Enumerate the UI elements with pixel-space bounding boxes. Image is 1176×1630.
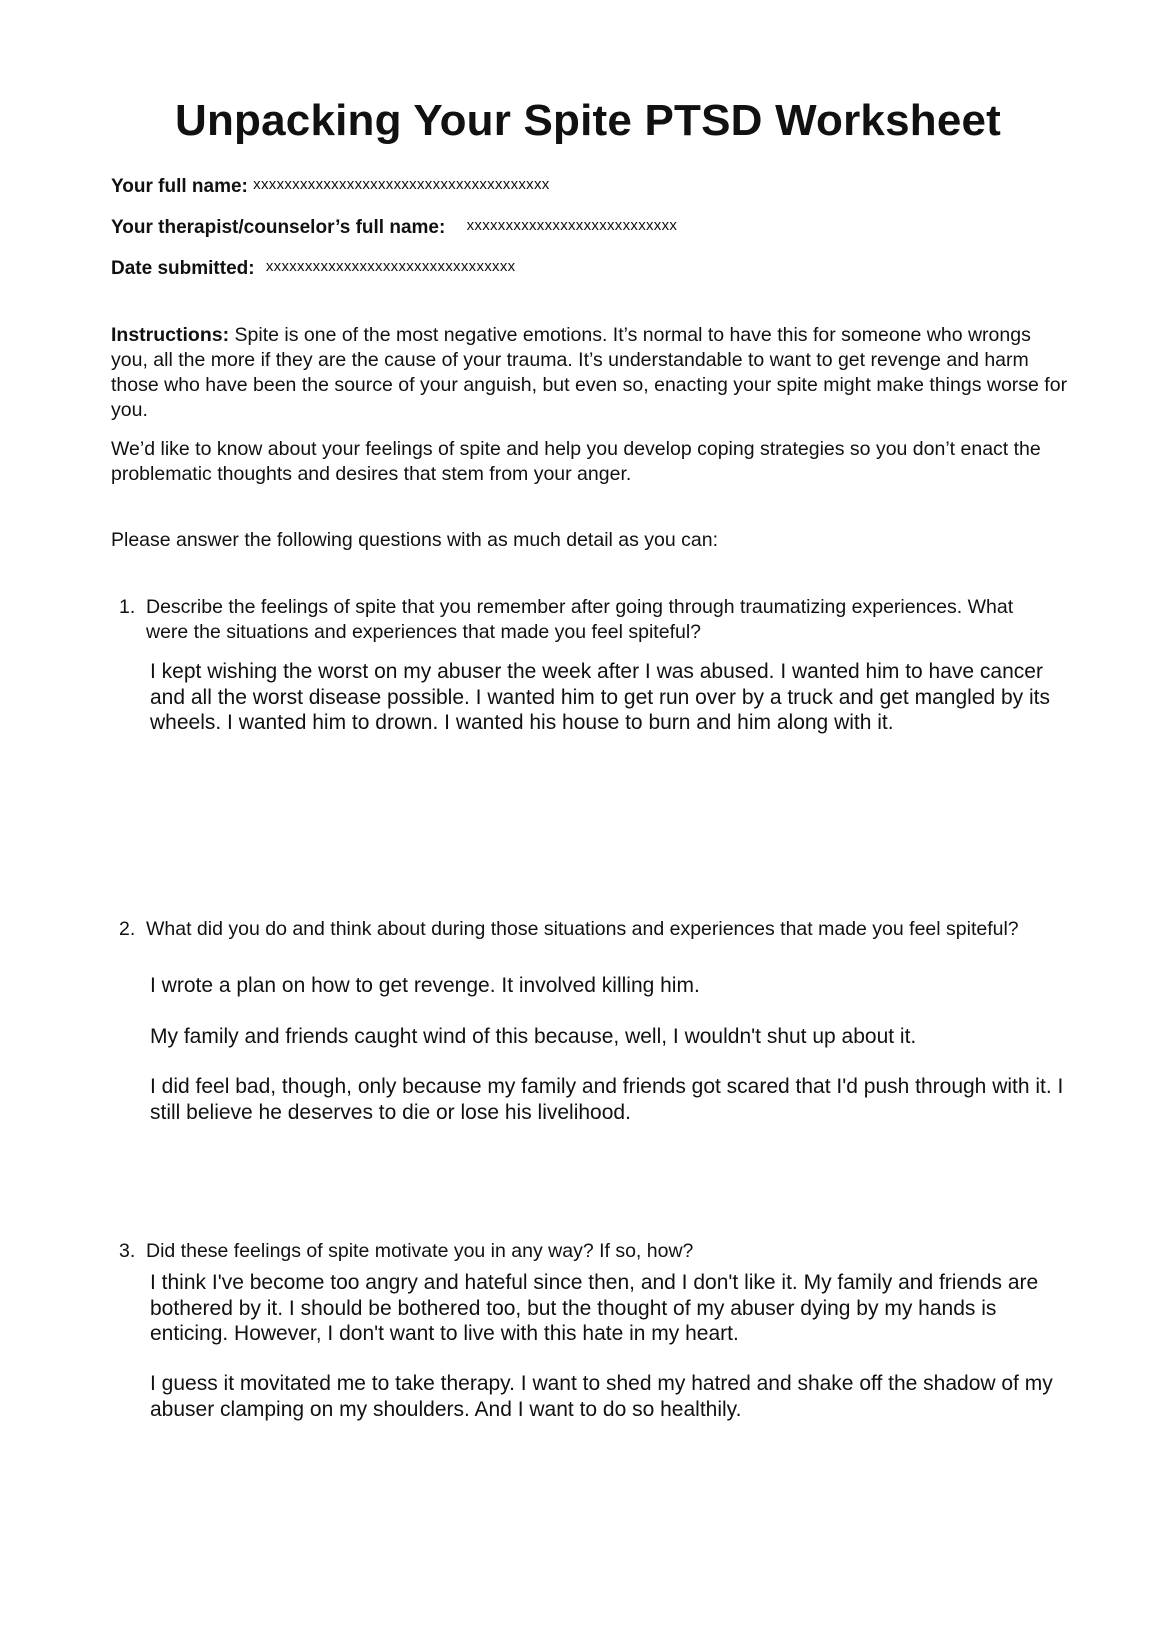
instructions-label: Instructions:: [111, 324, 230, 346]
question-3-number: 3.: [119, 1240, 136, 1262]
therapist-name-label: Your therapist/counselor’s full name:: [111, 217, 446, 238]
instructions-paragraph: [111, 323, 1071, 423]
answer-prompt: Please answer the following questions with as much detail as you can:: [111, 529, 719, 551]
question-3-text: Did these feelings of spite motivate you in any way? If so, how?: [146, 1240, 694, 1262]
instructions-text: Spite is one of the most negative emotions. It’s normal to have this for someone who wrongs you, all the more if they are the cause of your trauma. It’s understandable to want to get revenge and harm those who have been the source of your anguish, but even so, enacting your spite might make things worse for you.: [111, 324, 1068, 421]
date-submitted-field: [111, 258, 515, 280]
answer-1: I kept wishing the worst on my abuser the week after I was abused. I wanted him to have cancer and all the worst disease possible. I wanted him to get run over by a truck and get mangled by its wheels. I wanted him to drown. I wanted his house to burn and him along with it.: [150, 660, 1050, 734]
question-2-number: 2.: [119, 918, 136, 940]
therapist-name-field: [111, 217, 677, 239]
answer-2-paragraph-1: I wrote a plan on how to get revenge. It involved killing him.: [150, 974, 700, 997]
therapist-name-value: xxxxxxxxxxxxxxxxxxxxxxxxxxx: [466, 217, 678, 234]
full-name-field: [111, 176, 550, 198]
answer-2-paragraph-3: I did feel bad, though, only because my family and friends got scared that I'd push through with it. I still believe he deserves to die or lose his livelihood.: [150, 1075, 1064, 1124]
date-submitted-value: xxxxxxxxxxxxxxxxxxxxxxxxxxxxxxxx: [265, 258, 516, 275]
answer-3-paragraph-1: I think I've become too angry and hateful since then, and I don't like it. My family and friends are bothered by it. I should be bothered too, but the thought of my abuser dying by my hands is enticing. However, I don't want to live with this hate in my heart.: [150, 1271, 1039, 1345]
answer-3-paragraph-2: I guess it movitated me to take therapy. I want to shed my hatred and shake off the shadow of my abuser clamping on my shoulders. And I want to do so healthily.: [150, 1372, 1053, 1421]
question-1-number: 1.: [119, 596, 136, 618]
full-name-label: Your full name:: [111, 176, 248, 197]
question-2-text: What did you do and think about during those situations and experiences that made you feel spiteful?: [146, 918, 1019, 940]
date-submitted-label: Date submitted:: [111, 258, 255, 279]
page-title: Unpacking Your Spite PTSD Worksheet: [174, 96, 1002, 145]
answer-2-paragraph-2: My family and friends caught wind of this because, well, I wouldn't shut up about it.: [150, 1025, 917, 1048]
full-name-value: xxxxxxxxxxxxxxxxxxxxxxxxxxxxxxxxxxxxxx: [253, 176, 550, 193]
question-1-text: Describe the feelings of spite that you remember after going through traumatizing experiences. What were the situations and experiences that made you feel spiteful?: [146, 596, 1014, 643]
instructions-paragraph-2: We’d like to know about your feelings of spite and help you develop coping strategies so you don’t enact the problematic thoughts and desires that stem from your anger.: [111, 438, 1041, 485]
